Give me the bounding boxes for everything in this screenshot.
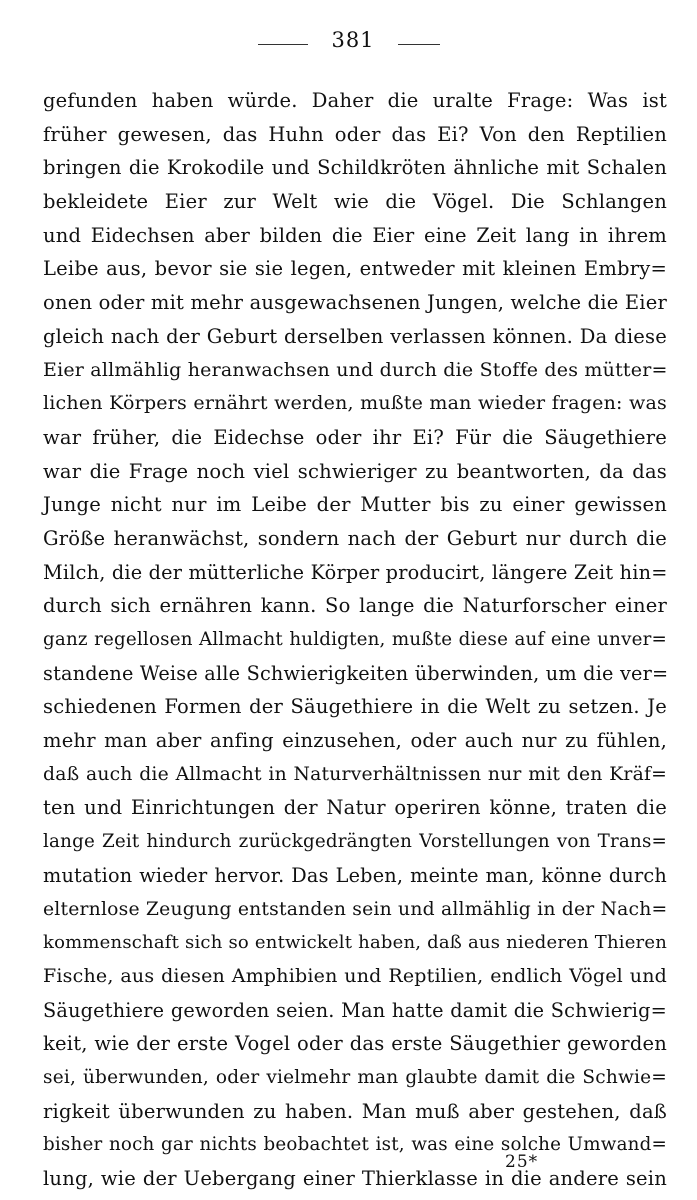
text-line: sei, überwunden, oder vielmehr man glaubte damit die Schwie=: [43, 1066, 667, 1088]
signature-mark: 25*: [505, 1152, 539, 1172]
header-rule-left: [258, 44, 308, 45]
text-line: Eier allmählig heranwachsen und durch die Stoffe des mütter=: [43, 358, 668, 381]
text-line: daß auch die Allmacht in Naturverhältnissen nur mit den Kräf=: [43, 763, 667, 785]
text-line: Junge nicht nur im Leibe der Mutter bis zu einer gewissen: [43, 493, 667, 517]
text-line: durch sich ernähren kann. So lange die Naturforscher einer: [43, 594, 667, 618]
text-line: war früher, die Eidechse oder ihr Ei? Für die Säugethiere: [43, 425, 667, 449]
page-header: [0, 28, 697, 58]
text-line: und Eidechsen aber bilden die Eier eine Zeit lang in ihrem: [43, 223, 667, 247]
text-line: gefunden haben würde. Daher die uralte Frage: Was ist: [43, 89, 667, 112]
text-line: elternlose Zeugung entstanden sein und allmählig in der Nach=: [43, 898, 668, 920]
text-line: Leibe aus, bevor sie sie legen, entweder mit kleinen Embry=: [43, 257, 667, 281]
page-number: 381: [331, 28, 375, 52]
text-line: ganz regellosen Allmacht huldigten, mußte diese auf eine unver=: [43, 629, 667, 650]
header-rule-right: [398, 44, 440, 45]
text-line: Fische, aus diesen Amphibien und Reptilien, endlich Vögel und: [43, 964, 667, 987]
text-line: mutation wieder hervor. Das Leben, meinte man, könne durch: [43, 863, 667, 887]
text-line: onen oder mit mehr ausgewachsenen Jungen, welche die Eier: [43, 291, 667, 315]
text-line: lichen Körpers ernährt werden, mußte man wieder fragen: was: [43, 392, 667, 415]
text-line: mehr man aber anfing einzusehen, oder auch nur zu fühlen,: [43, 729, 667, 753]
text-line: lung, wie der Uebergang einer Thierklasse in die andere sein: [43, 1167, 667, 1190]
text-line: kommenschaft sich so entwickelt haben, daß aus niederen Thieren: [43, 932, 667, 954]
body-text: [43, 84, 667, 1196]
text-line: keit, wie der erste Vogel oder das erste Säugethier geworden: [43, 1032, 667, 1056]
text-line: lange Zeit hindurch zurückgedrängten Vorstellungen von Trans=: [43, 831, 667, 853]
text-line: rigkeit überwunden zu haben. Man muß aber gestehen, daß: [43, 1099, 667, 1123]
text-line: bringen die Krokodile und Schildkröten ähnliche mit Schalen: [43, 156, 667, 180]
text-line: Säugethiere geworden seien. Man hatte damit die Schwierig=: [43, 998, 667, 1022]
text-line: Milch, die der mütterliche Körper producirt, längere Zeit hin=: [43, 560, 668, 584]
text-line: ten und Einrichtungen der Natur operiren könne, traten die: [43, 796, 667, 820]
text-line: bisher noch gar nichts beobachtet ist, was eine solche Umwand=: [43, 1134, 667, 1156]
text-line: bekleidete Eier zur Welt wie die Vögel. Die Schlangen: [43, 190, 667, 214]
text-line: schiedenen Formen der Säugethiere in die Welt zu setzen. Je: [43, 695, 667, 719]
text-line: war die Frage noch viel schwieriger zu beantworten, da das: [43, 459, 667, 483]
text-line: früher gewesen, das Huhn oder das Ei? Von den Reptilien: [43, 122, 667, 146]
text-line: gleich nach der Geburt derselben verlassen können. Da diese: [43, 324, 667, 348]
text-line: Größe heranwächst, sondern nach der Geburt nur durch die: [43, 526, 667, 550]
text-line: standene Weise alle Schwierigkeiten überwinden, um die ver=: [43, 661, 669, 685]
